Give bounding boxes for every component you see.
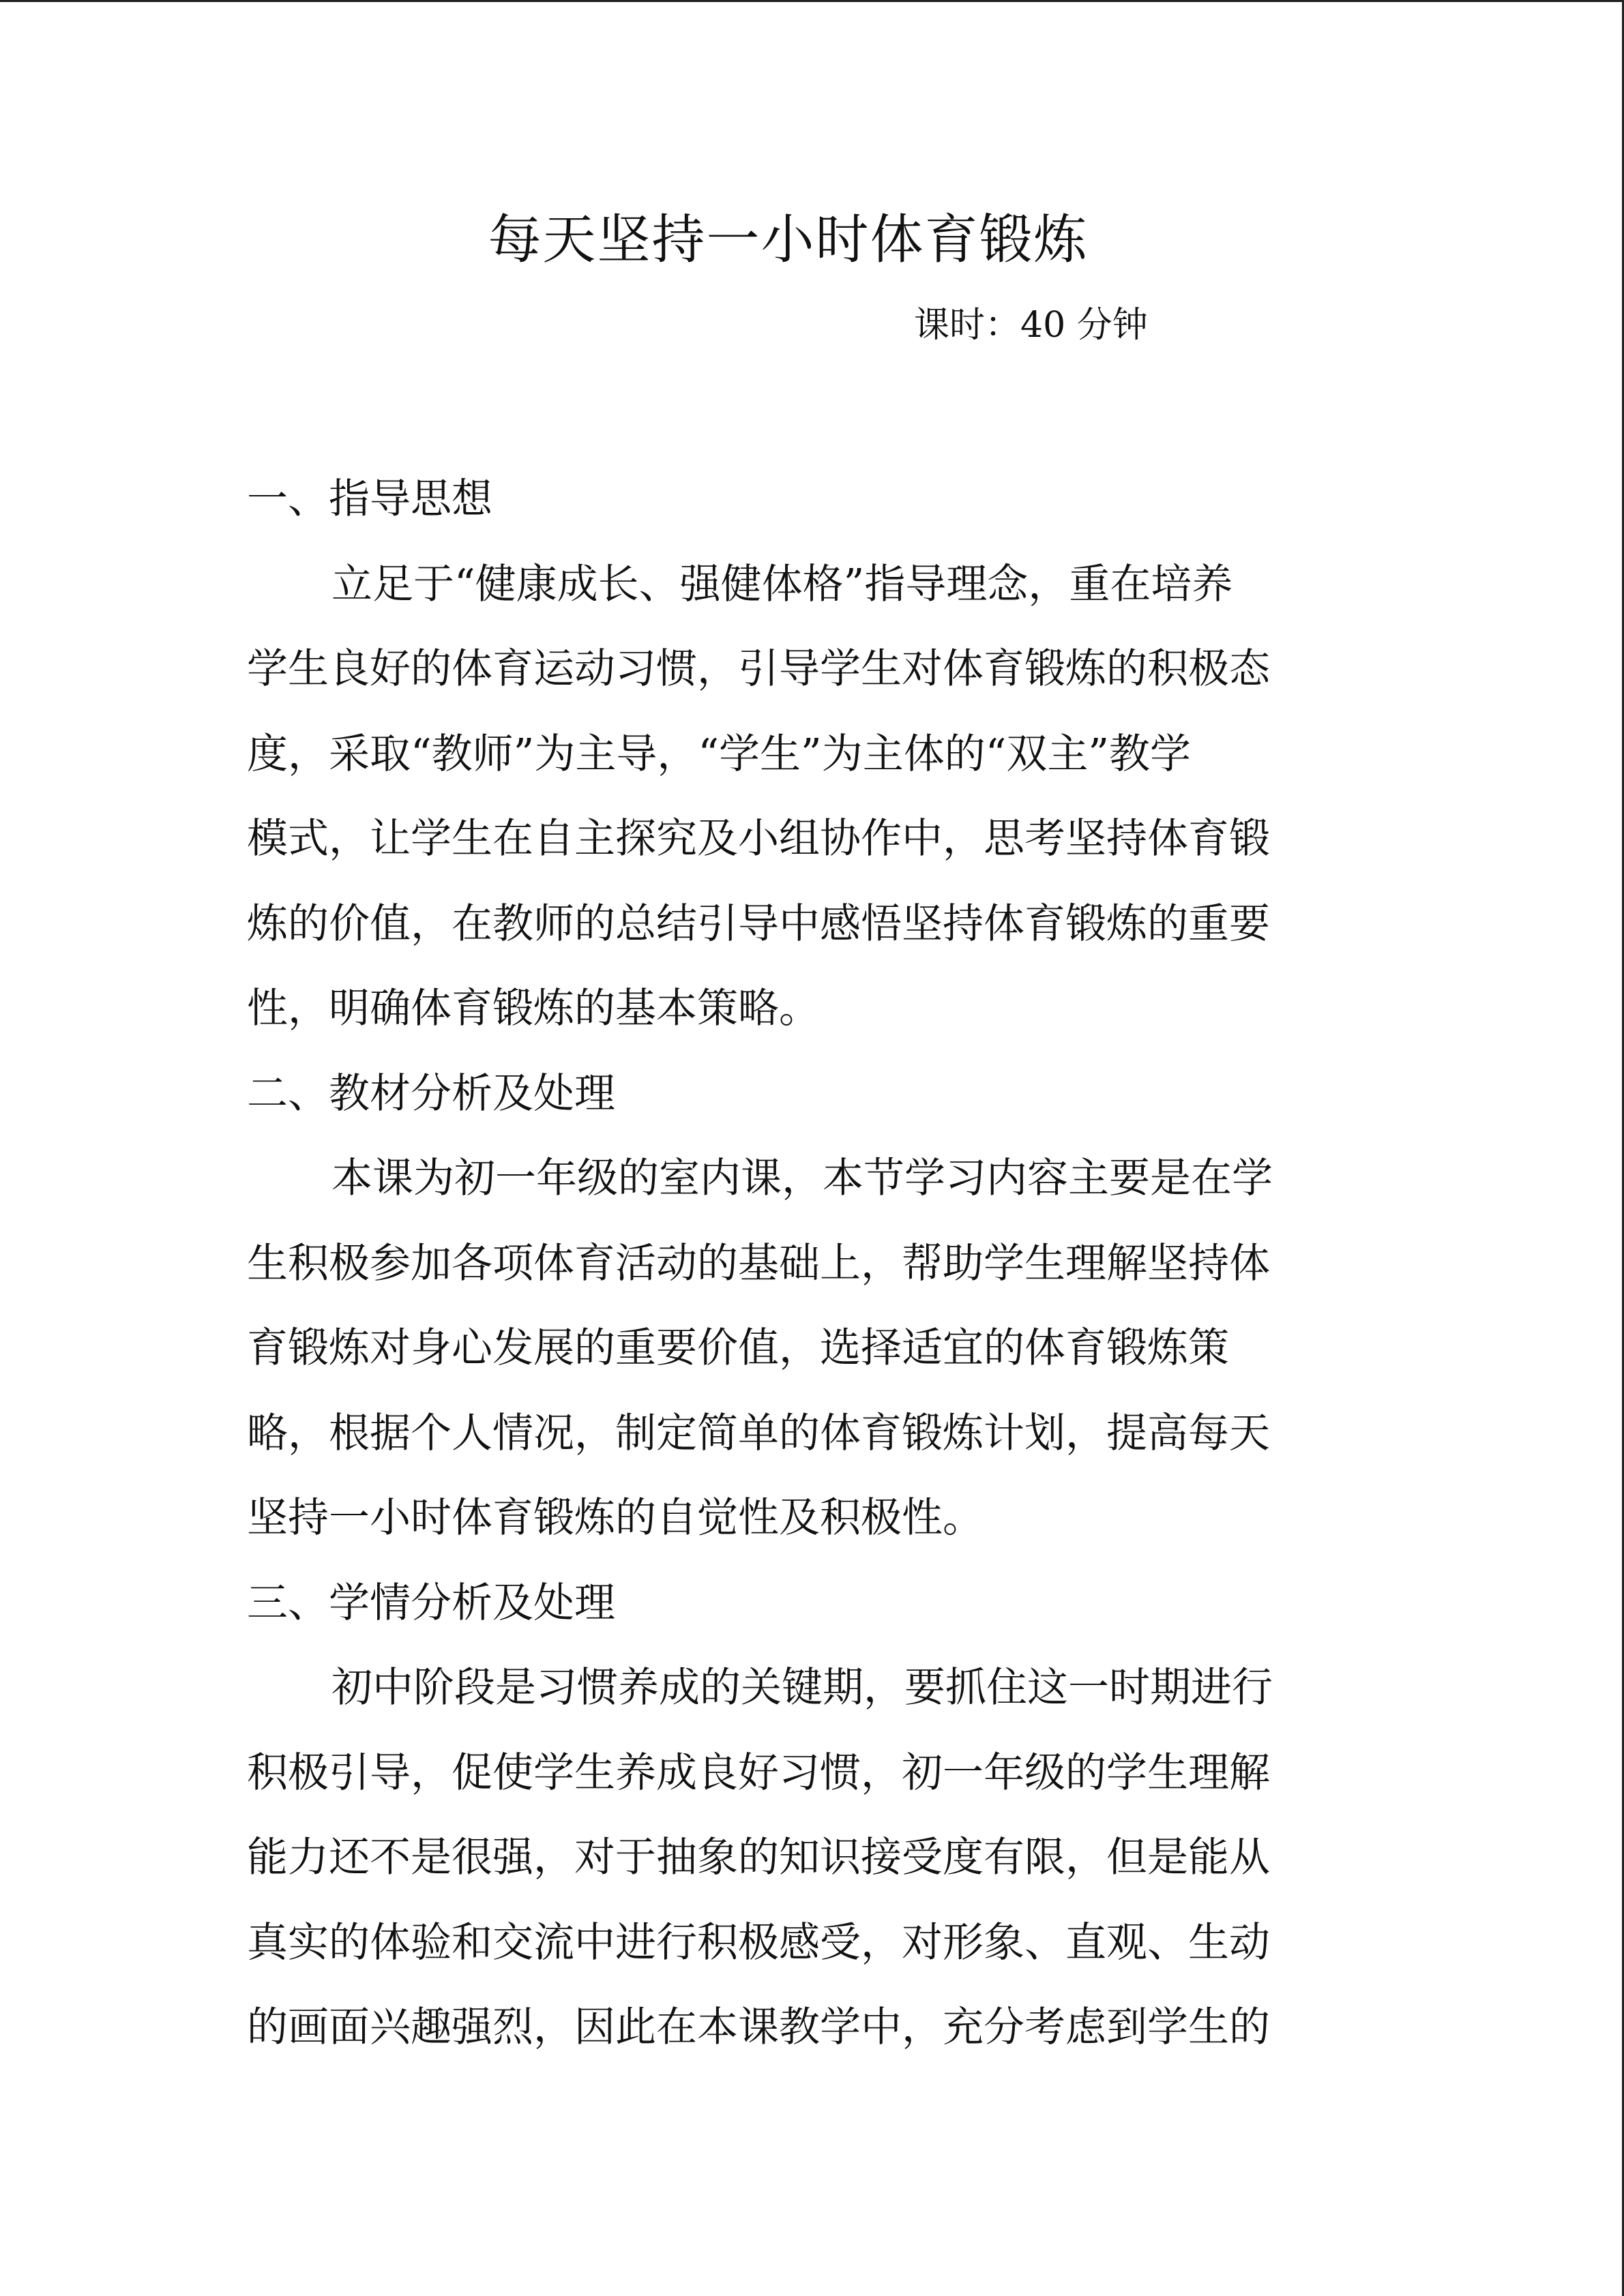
section-heading-material-analysis: 二、教材分析及处理 (247, 1069, 615, 1118)
paragraph-line: 生积极参加各项体育活动的基础上，帮助学生理解坚持体 (247, 1239, 1270, 1287)
paragraph-line: 育锻炼对身心发展的重要价值，选择适宜的体育锻炼策 (247, 1324, 1229, 1372)
paragraph-line: 初中阶段是习惯养成的关键期，要抓住这一时期进行 (331, 1664, 1273, 1712)
page-border-top (0, 0, 1624, 2)
paragraph-line: 本课为初一年级的室内课，本节学习内容主要是在学 (331, 1154, 1273, 1202)
section-paragraph-guiding-thought (247, 542, 1365, 1052)
paragraph-line: 炼的价值，在教师的总结引导中感悟坚持体育锻炼的重要 (247, 899, 1270, 948)
section-paragraph-material-analysis (247, 1136, 1365, 1561)
paragraph-line: 略，根据个人情况，制定简单的体育锻炼计划，提高每天 (247, 1409, 1270, 1457)
paragraph-line: 学生良好的体育运动习惯，引导学生对体育锻炼的积极态 (247, 645, 1270, 693)
section-paragraph-student-analysis (247, 1645, 1365, 2070)
lesson-duration: 课时：40 分钟 (914, 305, 1148, 346)
paragraph-line: 性，明确体育锻炼的基本策略。 (247, 985, 820, 1032)
section-heading-student-analysis: 三、学情分析及处理 (247, 1579, 615, 1627)
paragraph-line: 积极引导，促使学生养成良好习惯，初一年级的学生理解 (247, 1748, 1270, 1797)
paragraph-line: 真实的体验和交流中进行积极感受，对形象、直观、生动 (247, 1918, 1270, 1967)
document-body (247, 457, 1365, 2070)
section-heading-guiding-thought: 一、指导思想 (247, 475, 492, 523)
paragraph-line: 立足于“健康成长、强健体格”指导理念，重在培养 (331, 560, 1233, 608)
document-title: 每天坚持一小时体育锻炼 (488, 209, 1089, 271)
paragraph-line: 度，采取“教师”为主导，“学生”为主体的“双主”教学 (247, 730, 1192, 778)
paragraph-line: 的画面兴趣强烈，因此在本课教学中，充分考虑到学生的 (247, 2003, 1270, 2051)
paragraph-line: 能力还不是很强，对于抽象的知识接受度有限，但是能从 (247, 1834, 1270, 1881)
paragraph-line: 模式，让学生在自主探究及小组协作中，思考坚持体育锻 (247, 815, 1270, 863)
paragraph-line: 坚持一小时体育锻炼的自觉性及积极性。 (247, 1494, 984, 1542)
